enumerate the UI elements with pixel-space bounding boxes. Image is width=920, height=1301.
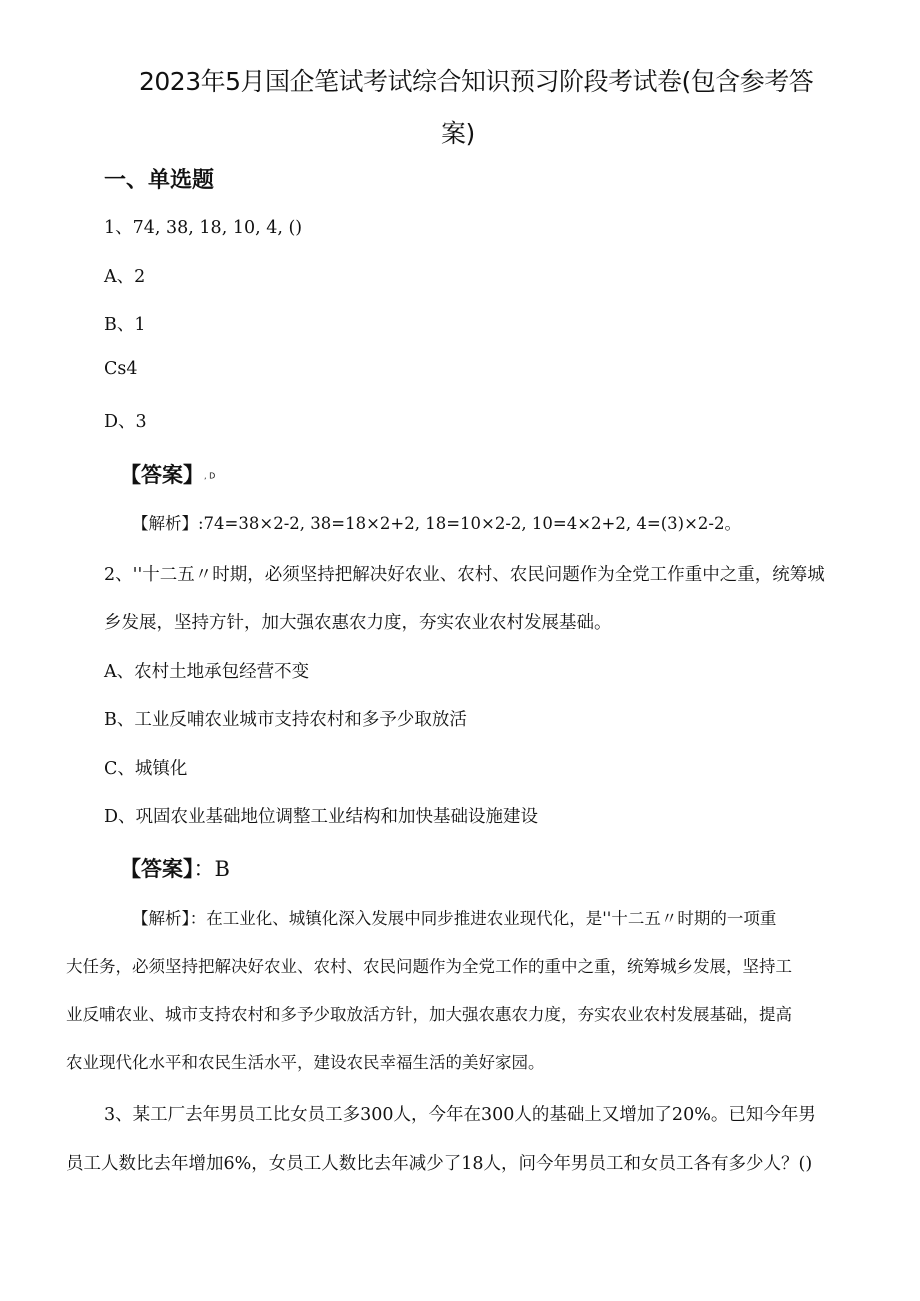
- answer-label: 【答案】: [120, 463, 204, 487]
- question-3-stem-line-1: 3、某工厂去年男员工比女员工多300人，今年在300人的基础上又增加了20%。已知今年男: [104, 1105, 816, 1125]
- explanation-text: :74=38×2-2, 38=18×2+2, 18=10×2-2, 10=4×2+2, 4=(3)×2-2。: [198, 514, 741, 533]
- question-1-option-b: B、1: [104, 315, 146, 335]
- question-1-stem: 1、74, 38, 18, 10, 4, (): [104, 218, 303, 238]
- question-2-option-d: D、巩固农业基础地位调整工业结构和加快基础设施建设: [104, 807, 539, 827]
- answer-value: , D: [204, 471, 216, 481]
- question-2-answer: [120, 853, 230, 883]
- question-2-stem-line-2: 乡发展，坚持方针，加大强农惠农力度，夯实农业农村发展基础。: [104, 613, 612, 633]
- question-2-stem-line-1: 2、''十二五〃时期，必须坚持把解决好农业、农村、农民问题作为全党工作重中之重，统筹城: [104, 565, 825, 585]
- question-1-option-d: D、3: [104, 412, 147, 432]
- page-title-line-2: 案): [441, 119, 475, 148]
- question-1-explanation: [132, 510, 741, 534]
- question-2-option-b: B、工业反哺农业城市支持农村和多予少取放活: [104, 710, 467, 730]
- explanation-label: 【解析】: [132, 514, 198, 533]
- section-heading: 一、单选题: [104, 168, 215, 193]
- question-2-option-a: A、农村土地承包经营不变: [104, 662, 310, 682]
- question-2-explanation-line-1: [132, 905, 776, 929]
- question-1-option-a: A、2: [104, 267, 146, 287]
- page-title-line-1: 2023年5月国企笔试考试综合知识预习阶段考试卷(包含参考答: [139, 67, 814, 96]
- explanation-label: 【解析】：: [132, 909, 207, 928]
- answer-value: ：B: [193, 857, 230, 881]
- question-1-option-c: Cs4: [104, 359, 138, 379]
- question-2-explanation-line-2: 大任务，必须坚持把解决好农业、农村、农民问题作为全党工作的重中之重，统筹城乡发展，坚持工: [66, 957, 792, 976]
- question-2-explanation-line-4: 农业现代化水平和农民生活水平，建设农民幸福生活的美好家园。: [66, 1053, 545, 1072]
- question-2-option-c: C、城镇化: [104, 759, 188, 779]
- question-2-explanation-line-3: 业反哺农业、城市支持农村和多予少取放活方针，加大强农惠农力度，夯实农业农村发展基础，提高: [66, 1005, 792, 1024]
- answer-label: 【答案】: [120, 857, 194, 881]
- question-3-stem-line-2: 员工人数比去年增加6%，女员工人数比去年减少了18人，问今年男员工和女员工各有多少人？(): [66, 1154, 813, 1174]
- question-1-answer: [120, 459, 215, 489]
- explanation-text: 在工业化、城镇化深入发展中同步推进农业现代化，是''十二五〃时期的一项重: [206, 909, 777, 928]
